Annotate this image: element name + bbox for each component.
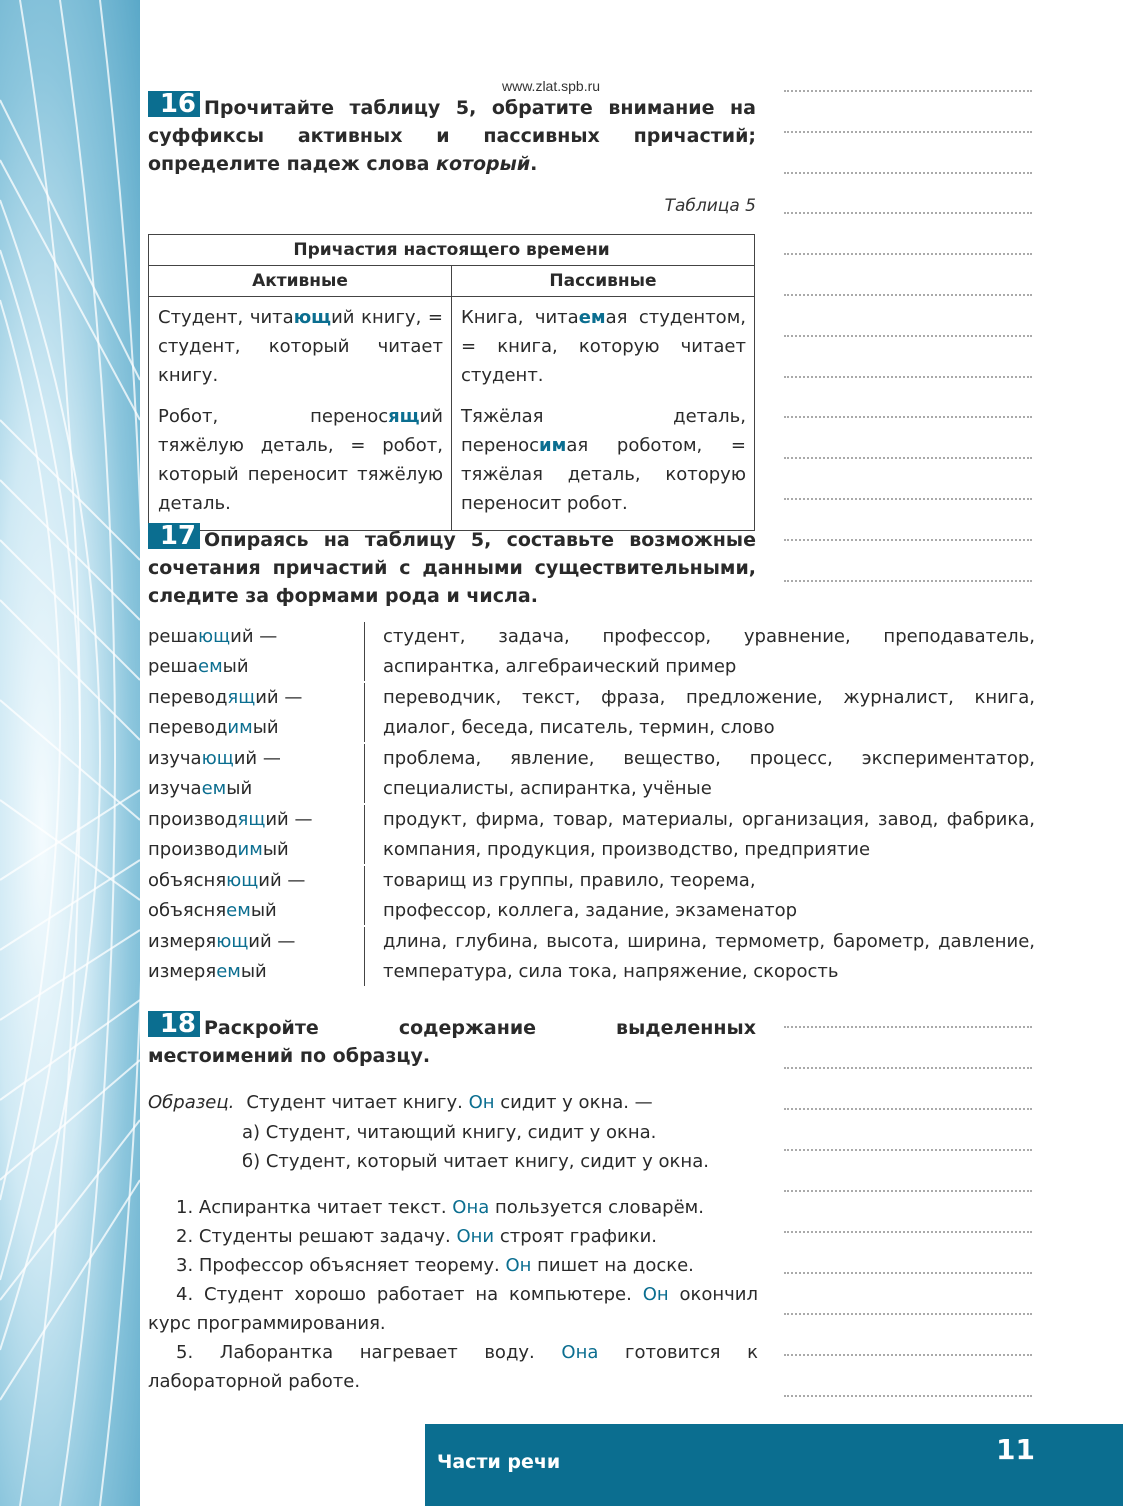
list-item bbox=[148, 805, 1035, 864]
note-line bbox=[784, 1149, 1032, 1151]
page-number: 11 bbox=[996, 1433, 1035, 1466]
participle-pair: производящий — производимый bbox=[148, 805, 365, 864]
noun-list: студент, задача, профессор, уравнение, преподаватель, аспирантка, алгебраический пример bbox=[383, 626, 1035, 677]
exercise-17-number: 17 bbox=[148, 523, 200, 549]
table-caption: Таблица 5 bbox=[664, 196, 756, 216]
note-line bbox=[784, 90, 1032, 92]
participles-table bbox=[148, 234, 755, 531]
note-line bbox=[784, 294, 1032, 296]
participle-pair: переводящий — переводимый bbox=[148, 683, 365, 742]
table-row: Тяжёлая деталь, переносимая роботом, = тяжёлая деталь, которую переносит робот. bbox=[461, 406, 746, 514]
note-line bbox=[784, 1108, 1032, 1110]
exercise-17-task bbox=[148, 526, 756, 610]
sample-sentence: Студент читает книгу. Он сидит у окна. — bbox=[246, 1092, 653, 1113]
note-line bbox=[784, 1272, 1032, 1274]
participle-pair: объясняющий — объясняемый bbox=[148, 866, 365, 925]
sample-variant-a: а) Студент, читающий книгу, сидит у окна. bbox=[242, 1121, 657, 1143]
noun-list: переводчик, текст, фраза, предложение, журналист, книга, диалог, беседа, писатель, термин, слово bbox=[383, 687, 1035, 738]
note-line bbox=[784, 1395, 1032, 1397]
column-active: Активные bbox=[149, 266, 452, 297]
exercise-16-task-text: Прочитайте таблицу 5, обратите внимание на суффиксы активных и пассивных причастий; определите падеж слова который. bbox=[148, 97, 756, 175]
note-line bbox=[784, 1354, 1032, 1356]
list-item: 5. Лаборантка нагревает воду. Она готовится к лабораторной работе. bbox=[148, 1342, 758, 1392]
note-line bbox=[784, 335, 1032, 337]
note-line bbox=[784, 457, 1032, 459]
note-line bbox=[784, 1026, 1032, 1028]
note-line bbox=[784, 580, 1032, 582]
active-cell bbox=[149, 297, 452, 531]
note-line bbox=[784, 376, 1032, 378]
decorative-sidebar bbox=[0, 0, 140, 1506]
list-item bbox=[148, 866, 1035, 925]
exercise-18-number: 18 bbox=[148, 1011, 200, 1037]
word-combination-list bbox=[148, 622, 1035, 988]
note-line bbox=[784, 1190, 1032, 1192]
list-item: 4. Студент хорошо работает на компьютере. Он окончил курс программирования. bbox=[148, 1284, 758, 1334]
note-line bbox=[784, 1231, 1032, 1233]
list-item bbox=[148, 927, 1035, 986]
note-line bbox=[784, 1313, 1032, 1315]
table-row: Студент, читающий книгу, = студент, который читает книгу. bbox=[158, 307, 443, 386]
section-title: Части речи bbox=[437, 1451, 561, 1473]
participle-pair: решающий — решаемый bbox=[148, 622, 365, 681]
noun-list: товарищ из группы, правило, теорема, профессор, коллега, задание, экзаменатор bbox=[383, 870, 798, 921]
table-row: Робот, переносящий тяжёлую деталь, = робот, который переносит тяжёлую деталь. bbox=[158, 406, 443, 514]
note-line bbox=[784, 131, 1032, 133]
noun-list: продукт, фирма, товар, материалы, организация, завод, фабрика, компания, продукция, производство, предприятие bbox=[383, 809, 1035, 860]
exercise-18-list bbox=[148, 1193, 758, 1396]
sample-block bbox=[148, 1088, 768, 1177]
site-url: www.zlat.spb.ru bbox=[502, 78, 601, 94]
list-item bbox=[148, 744, 1035, 803]
list-item bbox=[148, 683, 1035, 742]
exercise-18-task-text: Раскройте содержание выделенных местоимений по образцу. bbox=[148, 1017, 756, 1067]
sample-label: Образец. bbox=[148, 1092, 235, 1113]
exercise-18-task bbox=[148, 1014, 756, 1070]
note-line bbox=[784, 253, 1032, 255]
exercise-16-task bbox=[148, 94, 756, 178]
list-item: 3. Профессор объясняет теорему. Он пишет на доске. bbox=[176, 1255, 694, 1276]
passive-cell bbox=[452, 297, 755, 531]
note-line bbox=[784, 212, 1032, 214]
note-line bbox=[784, 498, 1032, 500]
wireframe-decoration bbox=[0, 0, 140, 1506]
table-title: Причастия настоящего времени bbox=[149, 235, 755, 266]
participle-pair: измеряющий — измеряемый bbox=[148, 927, 365, 986]
participle-pair: изучающий — изучаемый bbox=[148, 744, 365, 803]
note-line bbox=[784, 416, 1032, 418]
sample-variant-b: б) Студент, который читает книгу, сидит у окна. bbox=[242, 1151, 709, 1172]
list-item bbox=[148, 622, 1035, 681]
note-line bbox=[784, 172, 1032, 174]
note-line bbox=[784, 539, 1032, 541]
noun-list: длина, глубина, высота, ширина, термометр, барометр, давление, температура, сила тока, напряжение, скорость bbox=[383, 931, 1035, 982]
exercise-16-number: 16 bbox=[148, 91, 200, 117]
exercise-17-task-text: Опираясь на таблицу 5, составьте возможные сочетания причастий с данными существительными, следите за формами рода и числа. bbox=[148, 529, 756, 607]
table-row: Книга, читаемая студентом, = книга, которую читает студент. bbox=[461, 307, 746, 386]
list-item: 1. Аспирантка читает текст. Она пользуется словарём. bbox=[176, 1197, 704, 1218]
column-passive: Пассивные bbox=[452, 266, 755, 297]
list-item: 2. Студенты решают задачу. Они строят графики. bbox=[176, 1226, 657, 1247]
note-line bbox=[784, 1067, 1032, 1069]
noun-list: проблема, явление, вещество, процесс, экспериментатор, специалисты, аспирантка, учёные bbox=[383, 748, 1035, 799]
